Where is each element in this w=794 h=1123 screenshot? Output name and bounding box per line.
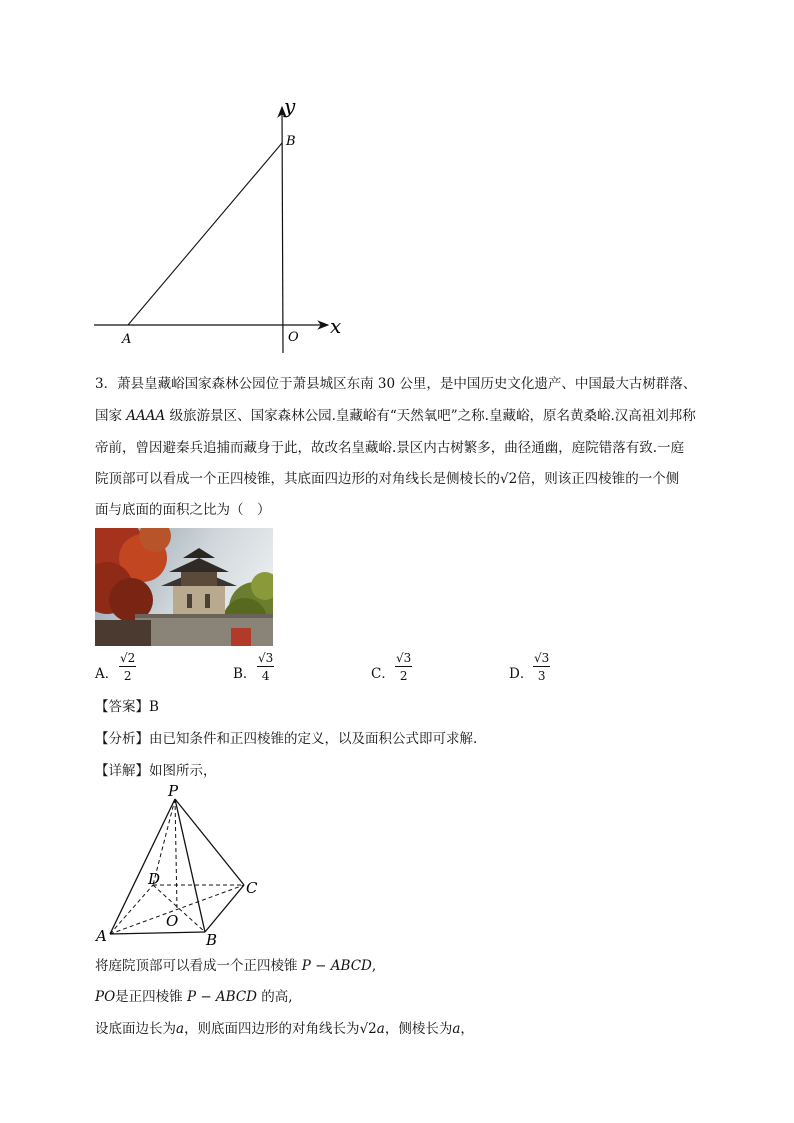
option-b-denominator: 4 bbox=[261, 669, 270, 683]
point-b-label: B bbox=[286, 134, 296, 149]
question-line-3: 帝前，曾因避秦兵追捕而藏身于此，故改名皇藏峪.景区内古树繁多，曲径通幽，庭院错落有致.一庭 bbox=[95, 440, 685, 456]
analysis-line bbox=[95, 729, 477, 749]
option-d-denominator: 3 bbox=[537, 669, 546, 683]
option-c-denominator: 2 bbox=[399, 669, 408, 683]
question-line-1: 3．萧县皇藏峪国家森林公园位于萧县城区东南 30 公里，是中国历史文化遗产、中国最大古树群落、 bbox=[95, 376, 697, 392]
question-line-2: 国家 AAAA 级旅游景区、国家森林公园.皇藏峪有“天然氧吧”之称.皇藏峪，原名黄桑峪.汉高祖刘邦称 bbox=[95, 408, 696, 424]
y-axis bbox=[282, 107, 283, 353]
option-c-numerator: √3 bbox=[396, 651, 412, 665]
vertex-a-label: A bbox=[96, 927, 107, 945]
answer-value: B bbox=[149, 699, 159, 715]
detail-label: 【详解】 bbox=[95, 763, 149, 779]
point-a-label: A bbox=[122, 332, 132, 347]
analysis-label: 【分析】 bbox=[95, 731, 149, 747]
option-a-denominator: 2 bbox=[123, 669, 132, 683]
vertex-d-label: D bbox=[148, 870, 161, 888]
analysis-text: 由已知条件和正四棱锥的定义，以及面积公式即可求解. bbox=[149, 731, 478, 747]
solution-line-2: PO是正四棱锥 P − ABCD 的高, bbox=[95, 989, 293, 1005]
answer-line bbox=[95, 697, 159, 717]
option-d-numerator: √3 bbox=[534, 651, 550, 665]
x-axis-label: x bbox=[330, 314, 342, 338]
vertex-b-label: B bbox=[206, 931, 218, 949]
vertex-c-label: C bbox=[246, 879, 258, 897]
point-o-label: O bbox=[166, 912, 179, 930]
answer-label: 【答案】 bbox=[95, 699, 149, 715]
y-axis-label: y bbox=[284, 95, 296, 118]
pavilion-photo bbox=[95, 528, 273, 646]
coordinate-figure bbox=[90, 95, 360, 355]
pyramid-figure bbox=[90, 784, 275, 949]
vertex-p-label: P bbox=[168, 784, 179, 800]
solution-line-3: 设底面边长为a，则底面四边形的对角线长为√2a，侧棱长为a， bbox=[95, 1021, 474, 1037]
point-o-label: O bbox=[288, 330, 299, 345]
detail-text: 如图所示， bbox=[149, 763, 217, 779]
option-a-numerator: √2 bbox=[120, 651, 136, 665]
solution-line-1: 将庭院顶部可以看成一个正四棱锥 P − ABCD, bbox=[95, 958, 377, 974]
detail-line bbox=[95, 761, 217, 781]
question-line-4: 院顶部可以看成一个正四棱锥，其底面四边形的对角线长是侧棱长的√2倍，则该正四棱锥的一个侧 bbox=[95, 471, 680, 487]
segment-ab bbox=[128, 143, 282, 325]
question-line-5: 面与底面的面积之比为（ ） bbox=[95, 502, 271, 518]
option-b-numerator: √3 bbox=[258, 651, 274, 665]
